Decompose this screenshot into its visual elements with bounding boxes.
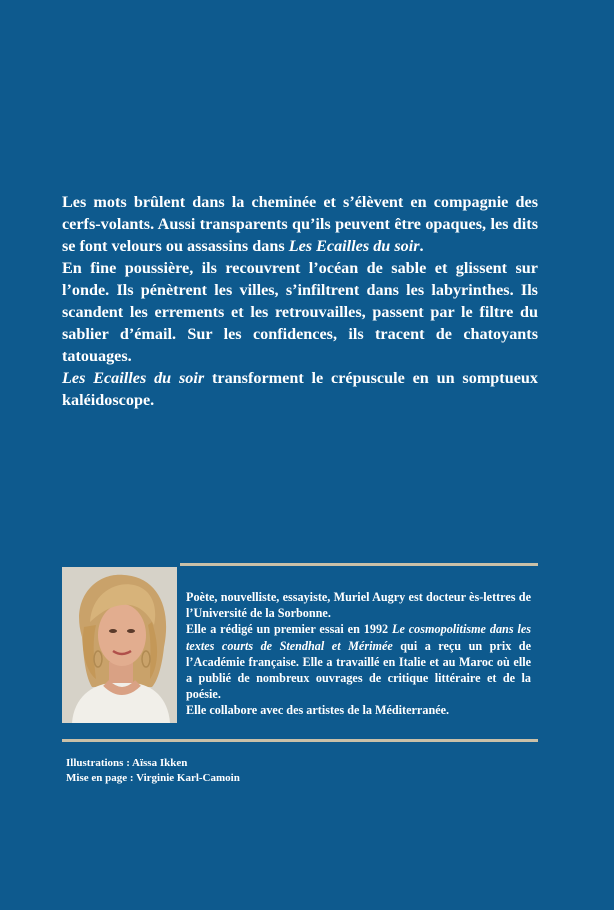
book-title: Les Ecailles du soir: [288, 237, 420, 255]
bio-paragraph-1: Poète, nouvelliste, essayiste, Muriel Augry est docteur ès-lettres de l’Université de la Sorbonne.: [186, 590, 531, 621]
bio-text: Elle a rédigé un premier essai en 1992: [186, 622, 393, 637]
book-title: Les Ecailles du soir: [62, 369, 205, 387]
blurb-paragraph-2: En fine poussière, ils recouvrent l’océan de sable et glissent sur l’onde. Ils pénètrent les villes, s’infiltrent dans les labyrinthes. Ils scandent les errements et les retrouvailles, passent par le filtre du sablier d’émail. Sur les confidences, ils tracent de chatoyants tatouages.: [62, 259, 538, 365]
bio-paragraph-3: Elle collabore avec des artistes de la Méditerranée.: [186, 703, 450, 718]
blurb-text: .: [419, 237, 424, 255]
credits: [66, 756, 240, 786]
author-photo: [62, 567, 177, 723]
author-bio: [186, 589, 531, 719]
back-cover-blurb: [62, 191, 538, 411]
blurb-text: Les mots brûlent dans la cheminée et s’élèvent en compagnie des cerfs-volants. Aussi transparents qu’ils peuvent être opaques, les dits se font velours ou assassins dans: [62, 193, 538, 255]
blurb-paragraph-3: [62, 367, 538, 411]
divider-bottom: [62, 739, 538, 742]
author-portrait-icon: [62, 567, 177, 723]
essay-title: Le cosmopolitisme dans les textes courts de Stendhal et Mérimée: [186, 622, 531, 653]
divider-top: [180, 563, 538, 566]
bio-text: qui a reçu un prix de l’Académie française. Elle a travaillé en Italie et au Maroc où elle a publié de nombreux ouvrages de critique littéraire et de la poésie.: [186, 638, 531, 702]
credit-layout: Mise en page : Virginie Karl-Camoin: [66, 772, 240, 784]
blurb-paragraph-1: [62, 191, 538, 257]
credit-illustrations: Illustrations : Aïssa Ikken: [66, 757, 188, 769]
bio-paragraph-2: [186, 621, 531, 702]
blurb-text: transforment le crépuscule en un somptueux kaléidoscope.: [62, 369, 538, 409]
